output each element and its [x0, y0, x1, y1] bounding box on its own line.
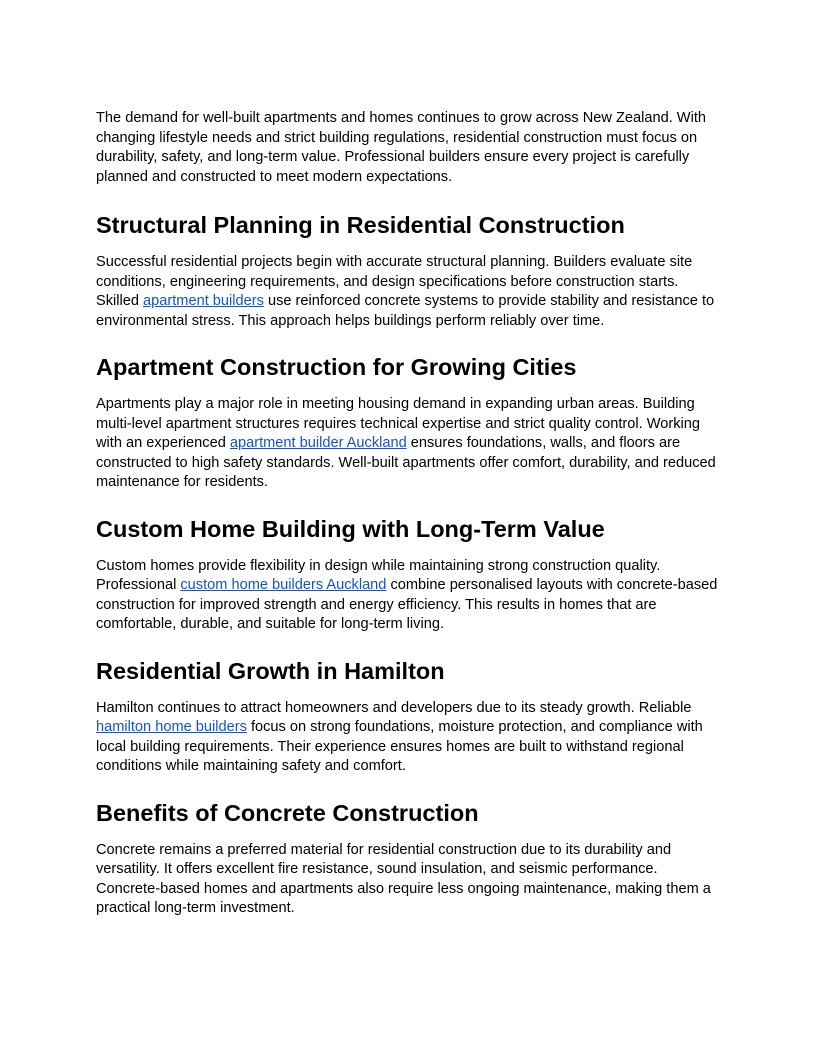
- section-apartment-construction: [96, 353, 724, 493]
- paragraph-text: Successful residential projects begin with accurate structural planning. Builders evaluate site conditions, engineering requirements, and design specifications before construction starts. Skilled: [96, 254, 693, 309]
- section-residential-growth-hamilton: [96, 657, 724, 777]
- custom-home-builders-auckland-link[interactable]: custom home builders Auckland: [180, 577, 387, 593]
- paragraph-text: ensures foundations, walls, and floors are constructed to high safety standards. Well-built apartments offer comfort, durability, and reduced maintenance for residents.: [96, 435, 716, 490]
- section-custom-home-building: [96, 515, 724, 635]
- intro-paragraph: The demand for well-built apartments and homes continues to grow across New Zealand. With changing lifestyle needs and strict building regulations, residential construction must focus on durability, safety, and long-term value. Professional builders ensure every project is carefully planned and constructed to meet modern expectations.: [96, 110, 706, 185]
- section-heading: Apartment Construction for Growing Cities: [96, 354, 577, 380]
- paragraph-text: focus on strong foundations, moisture protection, and compliance with local building requirements. Their experience ensures homes are built to withstand regional conditions while maintaining safety and comfort.: [96, 719, 703, 774]
- section-paragraph: [96, 699, 724, 777]
- section-heading: Benefits of Concrete Construction: [96, 799, 479, 826]
- section-heading: Custom Home Building with Long-Term Value: [96, 515, 605, 542]
- section-heading: Residential Growth in Hamilton: [96, 657, 445, 684]
- hamilton-home-builders-link[interactable]: hamilton home builders: [96, 719, 247, 735]
- apartment-builders-link[interactable]: apartment builders: [143, 293, 264, 309]
- paragraph-text: Custom homes provide flexibility in design while maintaining strong construction quality. Professional: [96, 557, 661, 593]
- section-paragraph: Concrete remains a preferred material for residential construction due to its durability and versatility. It offers excellent fire resistance, sound insulation, and seismic performance. Concrete-based homes and apartments also require less ongoing maintenance, making them a practical long-term investment.: [96, 841, 711, 916]
- section-concrete-benefits: [96, 799, 724, 919]
- section-heading: Structural Planning in Residential Construction: [96, 212, 625, 238]
- paragraph-text: use reinforced concrete systems to provide stability and resistance to environmental stress. This approach helps buildings perform reliably over time.: [96, 293, 715, 329]
- section-paragraph: [96, 557, 724, 635]
- document-page: [96, 109, 724, 941]
- paragraph-text: combine personalised layouts with concrete-based construction for improved strength and energy efficiency. This results in homes that are comfortable, durable, and suitable for long-term living.: [96, 577, 718, 632]
- section-structural-planning: [96, 211, 724, 331]
- paragraph-text: Apartments play a major role in meeting housing demand in expanding urban areas. Building multi-level apartment structures requires technical expertise and strict quality control. Working with an experienced: [96, 396, 701, 451]
- section-paragraph: [96, 253, 724, 331]
- apartment-builder-auckland-link[interactable]: apartment builder Auckland: [229, 435, 407, 451]
- paragraph-text: Hamilton continues to attract homeowners and developers due to its steady growth. Reliable: [96, 699, 692, 716]
- section-paragraph: [96, 395, 724, 493]
